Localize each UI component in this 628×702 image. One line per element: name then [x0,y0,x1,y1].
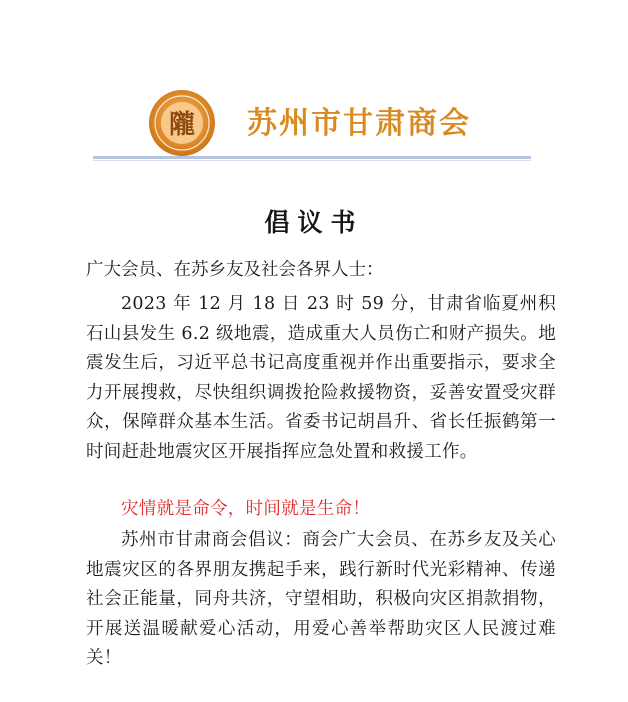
red-slogan: 灾情就是命令，时间就是生命！ [121,499,371,519]
document-title: 倡议书 [264,208,364,237]
paragraph-appeal: 苏州市甘肃商会倡议：商会广大会员、在苏乡友及关心地震灾区的各界朋友携起手来，践行新时代光彩精神、传递社会正能量，同舟共济，守望相助，积极向灾区捐款捐物，开展送温暖献爱心活动，用爱心善举帮助灾区人民渡过难关！ [86,530,556,668]
chamber-seal-logo [147,88,217,158]
logo-character: 隴 [168,110,196,140]
header-divider-thin [93,160,531,161]
salutation: 广大会员、在苏乡友及社会各界人士： [86,260,384,280]
header-divider [93,156,531,159]
paragraph-earthquake-report: 2023 年 12 月 18 日 23 时 59 分，甘肃省临夏州积石山县发生 6.2 级地震，造成重大人员伤亡和财产损失。地震发生后，习近平总书记高度重视并作出重要指示，要求全力开展搜救，尽快组织调拨抢险救援物资，妥善安置受灾群众，保障群众基本生活。省委书记胡昌升、省长任振鹤第一时间赶赴地震灾区开展指挥应急处置和救援工作。 [86,294,556,462]
organization-name: 苏州市甘肃商会 [247,106,471,141]
letterhead [143,88,543,158]
